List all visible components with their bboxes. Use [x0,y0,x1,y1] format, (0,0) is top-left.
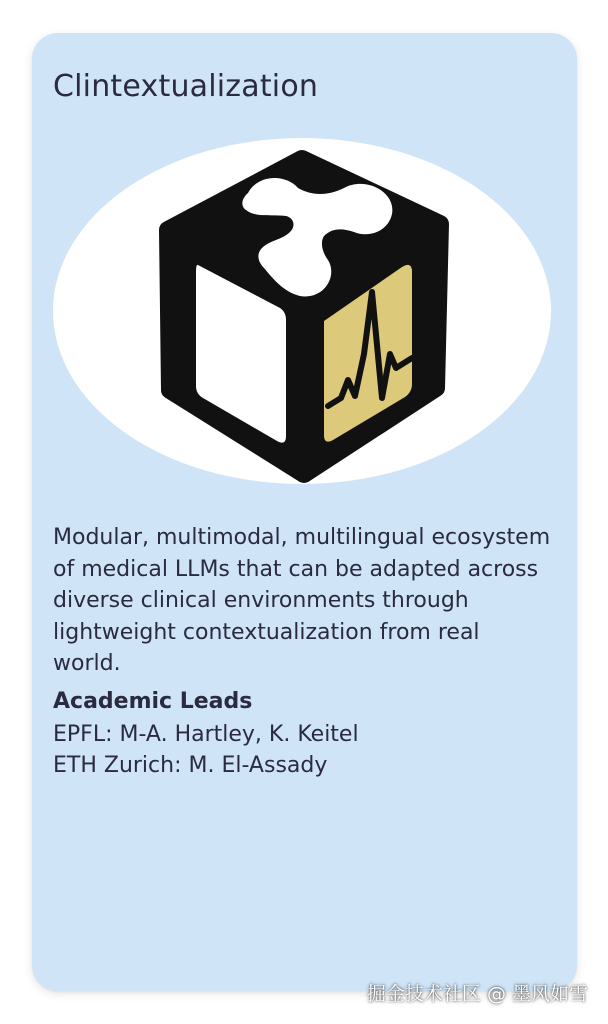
academic-leads-heading: Academic Leads [53,689,253,714]
card-title: Clintextualization [53,69,319,104]
lead-item: ETH Zurich: M. El-Assady [53,753,328,778]
card-description: Modular, multimodal, multilingual ecosystem of medical LLMs that can be adapted across diverse clinical environments through lightweight contextualization from real world. [53,525,551,676]
project-card [32,33,577,991]
academic-leads-list [53,719,359,781]
lead-item: EPFL: M-A. Hartley, K. Keitel [53,722,359,747]
cube-with-heartbeat-icon [52,136,552,486]
logo [52,136,552,486]
watermark: 掘金技术社区 @ 墨风如雪 [366,983,588,1005]
